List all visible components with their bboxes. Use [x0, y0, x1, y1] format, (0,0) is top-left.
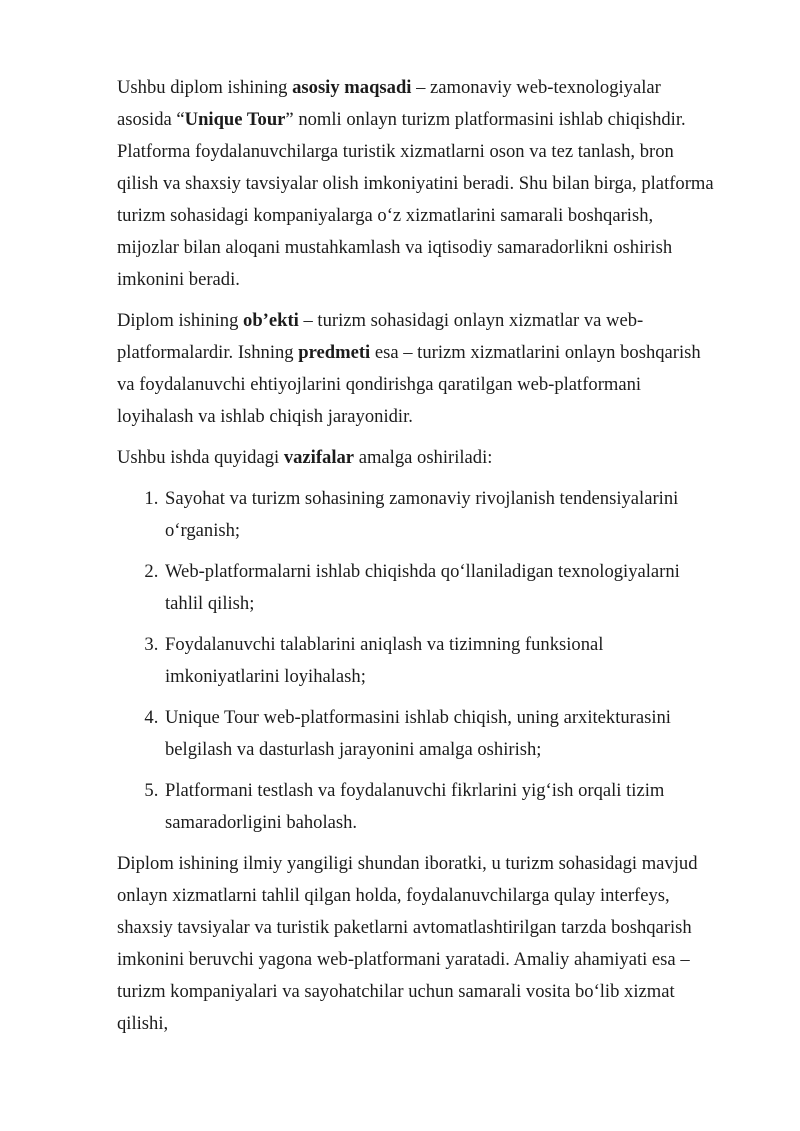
object-text-3: esa – turizm xizmatlarini onlayn boshqarish va foydalanuvchi ehtiyojlarini qondirishga qaratilgan web-platformani loyihalash va ishlab chiqish jarayonidir.	[117, 342, 701, 427]
novelty-text: Diplom ishining ilmiy yangiligi shundan iboratki, u turizm sohasidagi mavjud onlayn xizmatlarni tahlil qilgan holda, foydalanuvchilarga qulay interfeys, shaxsiy tavsiyalar va turistik paketlarni avtomatlashtirilgan tarzda boshqarish imkonini beruvchi yagona web-platformani yaratadi. Amaliy ahamiyati esa – turizm kompaniyalari va sayohatchilar uchun samarali vosita bo‘lib xizmat qilishi,	[117, 853, 698, 1034]
list-item: 1. Sayohat va turizm sohasining zamonaviy rivojlanish tendensiyalarini o‘rganish;	[163, 483, 716, 547]
object-term: ob’ekti	[243, 310, 299, 331]
object-text-1: Diplom ishining	[117, 310, 244, 331]
paragraph-object-subject	[117, 305, 716, 433]
subject-term: predmeti	[298, 342, 371, 363]
list-item: 5. Platformani testlash va foydalanuvchi fikrlarini yig‘ish orqali tizim samaradorligini baholash.	[163, 775, 716, 839]
goal-text-3: ” nomli onlayn turizm platformasini ishlab chiqishdir. Platforma foydalanuvchilarga turistik xizmatlarni oson va tez tanlash, bron qilish va shaxsiy tavsiyalar olish imkoniyatini beradi. Shu bilan birga, platforma turizm sohasidagi kompaniyalarga o‘z xizmatlarini samarali boshqarish, mijozlar bilan aloqani mustahkamlash va iqtisodiy samaradorlikni oshirish imkonini beradi.	[117, 109, 714, 290]
goal-text-2: – zamonaviy web-texnologiyalar asosida “	[117, 77, 661, 130]
goal-term: asosiy maqsadi	[292, 77, 412, 98]
list-item: 4. Unique Tour web-platformasini ishlab chiqish, uning arxitekturasini belgilash va dasturlash jarayonini amalga oshirish;	[163, 702, 716, 766]
paragraph-tasks-intro	[117, 442, 716, 474]
tasks-intro-text-2: amalga oshiriladi:	[354, 447, 493, 468]
platform-name: Unique Tour	[184, 109, 286, 130]
list-item: 2. Web-platformalarni ishlab chiqishda qo‘llaniladigan texnologiyalarni tahlil qilish;	[163, 556, 716, 620]
paragraph-novelty	[117, 848, 716, 1040]
goal-text-1: Ushbu diplom ishining	[117, 77, 293, 98]
tasks-term: vazifalar	[283, 447, 355, 468]
paragraph-goal	[117, 72, 716, 296]
tasks-intro-text-1: Ushbu ishda quyidagi	[117, 447, 284, 468]
object-text-2: – turizm sohasidagi onlayn xizmatlar va web-platformalardir. Ishning	[117, 310, 644, 363]
list-item: 3. Foydalanuvchi talablarini aniqlash va tizimning funksional imkoniyatlarini loyihalash;	[163, 629, 716, 693]
tasks-list	[117, 483, 716, 839]
